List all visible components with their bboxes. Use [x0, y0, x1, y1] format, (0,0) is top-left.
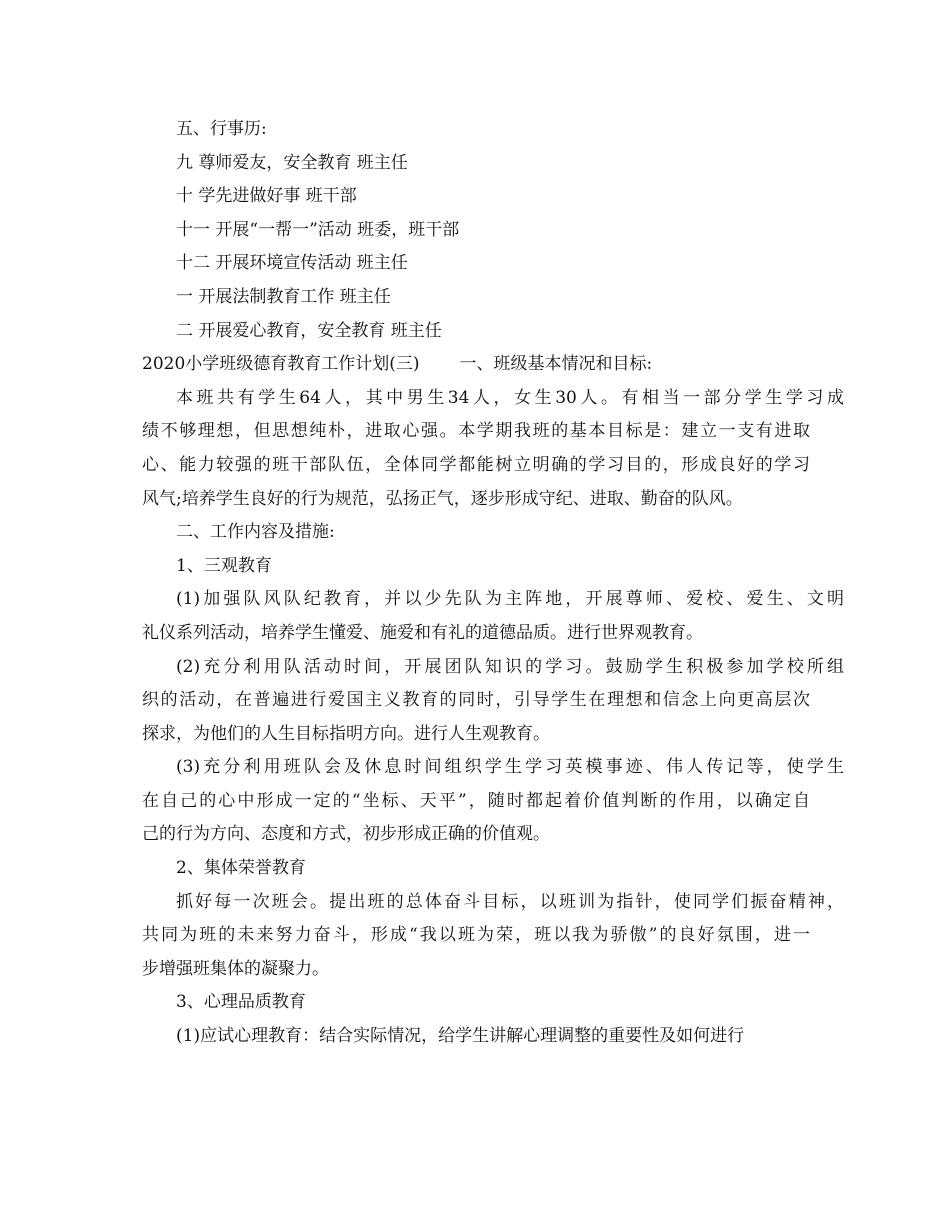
plan-title-line	[142, 348, 810, 382]
paragraph-line: 礼仪系列活动，培养学生懂爱、施爱和有礼的道德品质。进行世界观教育。	[142, 622, 703, 643]
section2-heading: 二、工作内容及措施:	[176, 522, 335, 543]
paragraph-line: 己的行为方向、态度和方式，初步形成正确的价值观。	[142, 824, 550, 845]
subsection-heading: 3、心理品质教育	[176, 992, 306, 1013]
schedule-item: 九 尊师爱友，安全教育 班主任	[176, 152, 408, 173]
schedule-item: 十二 开展环境宣传活动 班主任	[176, 253, 408, 274]
subsection-heading: 1、三观教育	[176, 555, 272, 576]
subsection-heading: 2、集体荣誉教育	[176, 858, 306, 879]
schedule-heading: 五、行事历:	[176, 119, 267, 139]
paragraph-line: (2)充分利用队活动时间，开展团队知识的学习。鼓励学生积极参加学校所组	[176, 656, 844, 677]
paragraph-line: 心、能力较强的班干部队伍，全体同学都能树立明确的学习目的，形成良好的学习	[142, 454, 810, 475]
schedule-item: 十一 开展“一帮一”活动 班委，班干部	[176, 219, 460, 240]
schedule-item: 十 学先进做好事 班干部	[176, 186, 357, 207]
paragraph-line: 风气;培养学生良好的行为规范，弘扬正气，逐步形成守纪、进取、勤奋的队风。	[142, 488, 743, 509]
schedule-item: 一 开展法制教育工作 班主任	[176, 286, 391, 307]
section1-heading: 一、班级基本情况和目标:	[459, 354, 653, 375]
paragraph-line: (1)应试心理教育：结合实际情况，给学生讲解心理调整的重要性及如何进行	[176, 1026, 745, 1047]
schedule-item: 二 开展爱心教育，安全教育 班主任	[176, 320, 442, 341]
paragraph-line: 织的活动，在普遍进行爱国主义教育的同时，引导学生在理想和信念上向更高层次	[142, 690, 810, 711]
paragraph-line: 共同为班的未来努力奋斗，形成“我以班为荣，班以我为骄傲”的良好氛围，进一	[142, 925, 810, 946]
paragraph-line: 本班共有学生64人，其中男生34人，女生30人。有相当一部分学生学习成	[176, 387, 844, 408]
paragraph-line: (1)加强队风队纪教育，并以少先队为主阵地，开展尊师、爱校、爱生、文明	[176, 589, 844, 610]
plan-title: 2020小学班级德育教育工作计划(三)	[142, 354, 420, 375]
document-body	[142, 113, 844, 1054]
paragraph-line: 绩不够理想，但思想纯朴，进取心强。本学期我班的基本目标是：建立一支有进取	[142, 421, 810, 442]
paragraph-line: 抓好每一次班会。提出班的总体奋斗目标，以班训为指针，使同学们振奋精神，	[176, 891, 844, 912]
paragraph-line: 探求，为他们的人生目标指明方向。进行人生观教育。	[142, 723, 550, 744]
paragraph-line: (3)充分利用班队会及休息时间组织学生学习英模事迹、伟人传记等，使学生	[176, 757, 844, 778]
paragraph-line: 在自己的心中形成一定的“坐标、天平”，随时都起着价值判断的作用，以确定自	[142, 790, 810, 811]
paragraph-line: 步增强班集体的凝聚力。	[142, 958, 329, 979]
